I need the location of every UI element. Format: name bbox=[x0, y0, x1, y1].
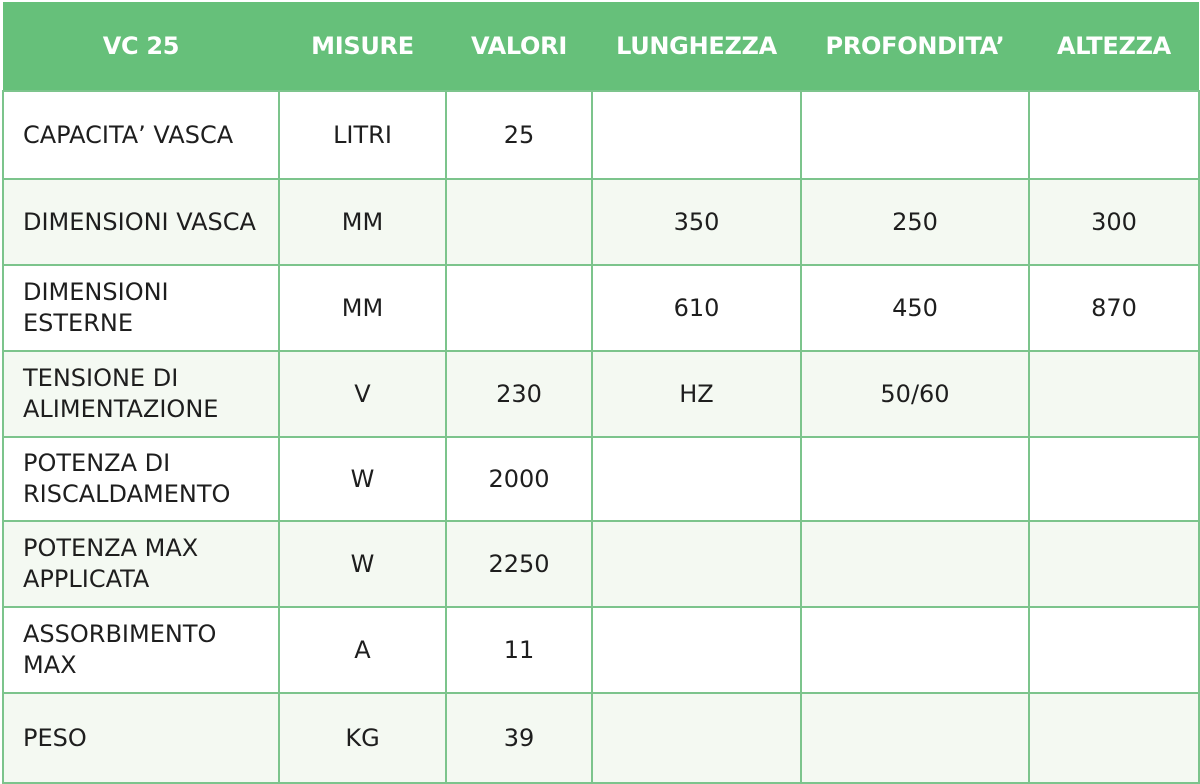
cell-lunghezza: 610 bbox=[592, 265, 801, 351]
table-row bbox=[3, 437, 1199, 521]
row-label: POTENZA DI RISCALDAMENTO bbox=[3, 437, 279, 521]
cell-profondita: 450 bbox=[801, 265, 1029, 351]
cell-lunghezza bbox=[592, 607, 801, 693]
header-model: VC 25 bbox=[3, 2, 279, 91]
header-valori: VALORI bbox=[446, 2, 592, 91]
cell-valori bbox=[446, 179, 592, 265]
cell-profondita bbox=[801, 437, 1029, 521]
cell-misure: V bbox=[279, 351, 446, 437]
table-row bbox=[3, 91, 1199, 179]
cell-lunghezza bbox=[592, 693, 801, 783]
cell-lunghezza bbox=[592, 521, 801, 607]
cell-valori: 2000 bbox=[446, 437, 592, 521]
header-altezza: ALTEZZA bbox=[1029, 2, 1199, 91]
cell-lunghezza: HZ bbox=[592, 351, 801, 437]
cell-valori bbox=[446, 265, 592, 351]
cell-altezza bbox=[1029, 607, 1199, 693]
cell-valori: 2250 bbox=[446, 521, 592, 607]
spec-table bbox=[2, 2, 1200, 784]
table-row bbox=[3, 521, 1199, 607]
row-label: POTENZA MAX APPLICATA bbox=[3, 521, 279, 607]
cell-misure: A bbox=[279, 607, 446, 693]
row-label: TENSIONE DI ALIMENTAZIONE bbox=[3, 351, 279, 437]
cell-misure: LITRI bbox=[279, 91, 446, 179]
cell-misure: MM bbox=[279, 179, 446, 265]
header-profondita: PROFONDITA’ bbox=[801, 2, 1029, 91]
table-row bbox=[3, 693, 1199, 783]
cell-valori: 25 bbox=[446, 91, 592, 179]
cell-profondita bbox=[801, 607, 1029, 693]
cell-altezza bbox=[1029, 437, 1199, 521]
table-row bbox=[3, 265, 1199, 351]
row-label: PESO bbox=[3, 693, 279, 783]
table-row bbox=[3, 607, 1199, 693]
header-misure: MISURE bbox=[279, 2, 446, 91]
row-label: CAPACITA’ VASCA bbox=[3, 91, 279, 179]
header-lunghezza: LUNGHEZZA bbox=[592, 2, 801, 91]
cell-lunghezza bbox=[592, 91, 801, 179]
cell-misure: KG bbox=[279, 693, 446, 783]
table-row bbox=[3, 351, 1199, 437]
cell-lunghezza bbox=[592, 437, 801, 521]
cell-altezza: 870 bbox=[1029, 265, 1199, 351]
cell-profondita bbox=[801, 521, 1029, 607]
cell-misure: W bbox=[279, 521, 446, 607]
cell-altezza bbox=[1029, 693, 1199, 783]
row-label: DIMENSIONI VASCA bbox=[3, 179, 279, 265]
cell-misure: MM bbox=[279, 265, 446, 351]
cell-lunghezza: 350 bbox=[592, 179, 801, 265]
cell-profondita bbox=[801, 91, 1029, 179]
cell-misure: W bbox=[279, 437, 446, 521]
cell-altezza bbox=[1029, 521, 1199, 607]
cell-profondita: 250 bbox=[801, 179, 1029, 265]
table-row bbox=[3, 179, 1199, 265]
cell-valori: 11 bbox=[446, 607, 592, 693]
cell-altezza: 300 bbox=[1029, 179, 1199, 265]
row-label: DIMENSIONI ESTERNE bbox=[3, 265, 279, 351]
cell-profondita: 50/60 bbox=[801, 351, 1029, 437]
cell-altezza bbox=[1029, 351, 1199, 437]
cell-profondita bbox=[801, 693, 1029, 783]
row-label: ASSORBIMENTO MAX bbox=[3, 607, 279, 693]
cell-valori: 230 bbox=[446, 351, 592, 437]
cell-valori: 39 bbox=[446, 693, 592, 783]
header-row bbox=[3, 2, 1199, 91]
cell-altezza bbox=[1029, 91, 1199, 179]
